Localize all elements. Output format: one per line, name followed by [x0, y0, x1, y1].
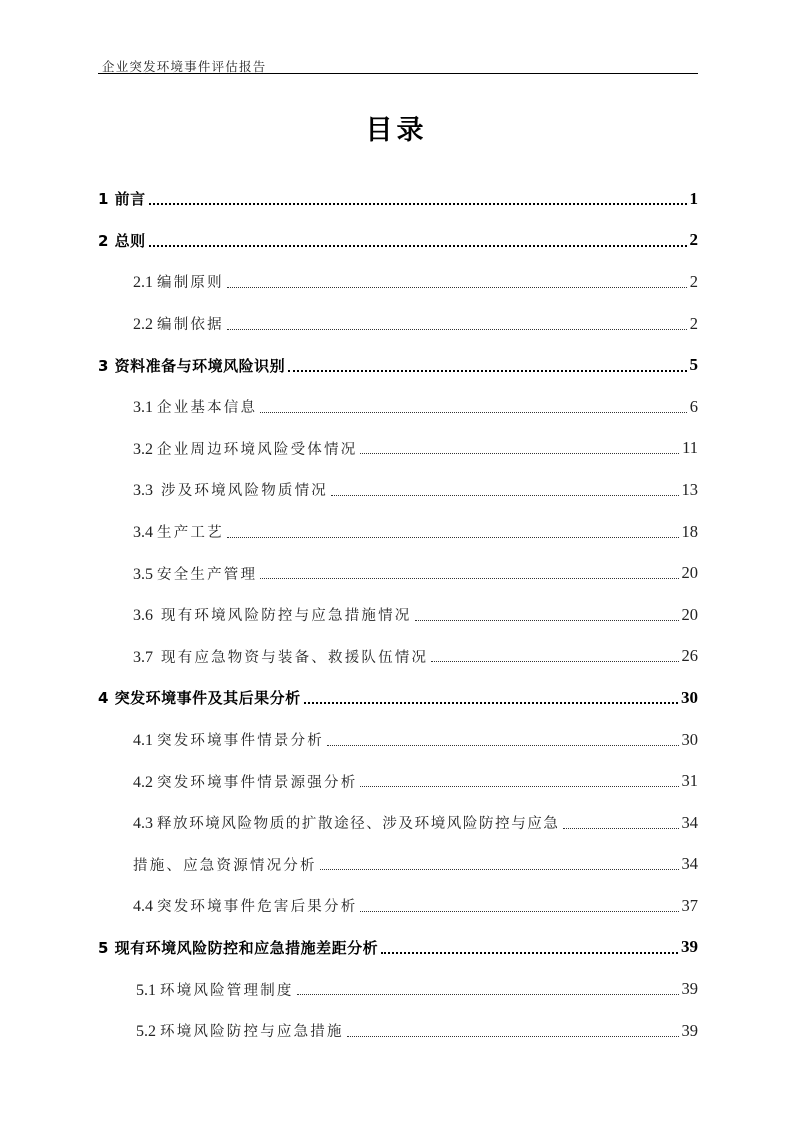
- toc-entry-page: 2: [689, 271, 698, 291]
- toc-entry-text: 资料准备与环境风险识别: [114, 356, 286, 375]
- toc-entry-number: 3.2: [133, 440, 157, 458]
- toc-entry-number: 5.1: [136, 981, 160, 999]
- dot-leader: [227, 328, 687, 330]
- toc-entry-text: 现有应急物资与装备、救援队伍情况: [161, 649, 429, 666]
- dot-leader: [347, 1035, 679, 1037]
- dot-leader: [149, 244, 687, 247]
- toc-entry-number: 3: [98, 356, 115, 375]
- dot-leader: [227, 286, 687, 288]
- toc-entry-page: 11: [682, 438, 698, 458]
- toc-entry-5[interactable]: [98, 927, 698, 969]
- toc-entry-number: 1: [98, 190, 115, 209]
- toc-entry-number: 4.3: [133, 815, 157, 833]
- toc-entry-4-3[interactable]: [98, 802, 698, 844]
- dot-leader: [360, 785, 678, 787]
- toc-entry-text: 编制原则: [157, 275, 224, 292]
- dot-leader: [297, 993, 679, 995]
- toc-entry-1[interactable]: [98, 178, 698, 220]
- toc-entry-number: 3.3: [133, 482, 161, 500]
- toc-entry-page: 39: [681, 979, 698, 999]
- dot-leader: [327, 744, 679, 746]
- dot-leader: [149, 202, 687, 205]
- toc-entry-number: 3.5: [133, 565, 157, 583]
- dot-leader: [260, 411, 687, 413]
- toc-entry-2-2[interactable]: [98, 303, 698, 345]
- toc-entry-3-5[interactable]: [98, 552, 698, 594]
- toc-entry-page: 2: [689, 313, 698, 333]
- toc-entry-text: 突发环境事件情景分析: [157, 733, 324, 750]
- toc-entry-text: 突发环境事件危害后果分析: [157, 899, 358, 916]
- toc-entry-text: 安全生产管理: [157, 566, 258, 583]
- dot-leader: [563, 827, 679, 829]
- toc-entry-number: 3.4: [133, 524, 157, 542]
- toc-entry-page: 30: [681, 729, 698, 749]
- toc-entry-page: 34: [681, 812, 698, 832]
- toc-entry-number: 3.6: [133, 607, 161, 625]
- toc-entry-page: 13: [681, 479, 698, 499]
- toc-entry-3[interactable]: [98, 344, 698, 386]
- toc-entry-text: 环境风险防控与应急措施: [160, 1024, 344, 1041]
- toc-entry-4-3-continued[interactable]: [98, 844, 698, 886]
- toc-entry-4[interactable]: [98, 677, 698, 719]
- toc-entry-5-2[interactable]: [98, 1010, 698, 1052]
- toc-entry-page: 1: [689, 188, 698, 208]
- toc-entry-3-3[interactable]: [98, 469, 698, 511]
- toc-entry-page: 2: [689, 230, 698, 250]
- toc-entry-page: 6: [689, 396, 698, 416]
- toc-entry-number: 5: [98, 938, 115, 957]
- toc-entry-5-1[interactable]: [98, 968, 698, 1010]
- toc-entry-number: 2: [98, 231, 115, 250]
- toc-entry-number: 3.7: [133, 648, 161, 666]
- toc-entry-number: 4: [98, 689, 115, 708]
- toc-entry-page: 39: [681, 937, 698, 957]
- dot-leader: [227, 536, 679, 538]
- toc-entry-page: 31: [681, 771, 698, 791]
- toc-entry-number: 4.1: [133, 732, 157, 750]
- toc-entry-text: 措施、应急资源情况分析: [133, 857, 317, 874]
- dot-leader: [320, 868, 679, 870]
- toc-entry-3-4[interactable]: [98, 511, 698, 553]
- dot-leader: [431, 660, 678, 662]
- toc-entry-3-2[interactable]: [98, 428, 698, 470]
- toc-entry-text: 生产工艺: [157, 525, 224, 542]
- toc-entry-page: 5: [689, 355, 698, 375]
- toc-entry-2[interactable]: [98, 220, 698, 262]
- toc-entry-text: 企业基本信息: [157, 400, 258, 417]
- toc-entry-2-1[interactable]: [98, 261, 698, 303]
- dot-leader: [360, 910, 678, 912]
- running-header-title: 企业突发环境事件评估报告: [102, 59, 267, 74]
- toc-title: 目录: [365, 115, 428, 146]
- dot-leader: [304, 701, 678, 704]
- dot-leader: [288, 369, 686, 372]
- toc-entry-4-2[interactable]: [98, 760, 698, 802]
- running-header: [98, 56, 698, 74]
- table-of-contents: [98, 178, 698, 1051]
- toc-entry-text: 涉及环境风险物质情况: [161, 483, 328, 500]
- toc-entry-4-4[interactable]: [98, 885, 698, 927]
- toc-entry-text: 突发环境事件情景源强分析: [157, 774, 358, 791]
- toc-entry-3-1[interactable]: [98, 386, 698, 428]
- toc-entry-page: 30: [681, 687, 698, 707]
- toc-entry-3-7[interactable]: [98, 636, 698, 678]
- toc-entry-text: 环境风险管理制度: [160, 982, 294, 999]
- toc-entry-text: 突发环境事件及其后果分析: [114, 689, 301, 708]
- toc-entry-number: 5.2: [136, 1023, 160, 1041]
- toc-entry-number: 4.2: [133, 773, 157, 791]
- dot-leader: [331, 494, 679, 496]
- toc-entry-page: 26: [681, 646, 698, 666]
- toc-entry-page: 34: [681, 854, 698, 874]
- dot-leader: [360, 452, 679, 454]
- toc-entry-page: 39: [681, 1020, 698, 1040]
- toc-entry-number: 4.4: [133, 898, 157, 916]
- dot-leader: [381, 951, 678, 954]
- dot-leader: [415, 619, 679, 621]
- toc-entry-text: 释放环境风险物质的扩散途径、涉及环境风险防控与应急: [157, 816, 560, 833]
- toc-entry-page: 18: [681, 521, 698, 541]
- toc-entry-page: 20: [681, 563, 698, 583]
- toc-entry-text: 总则: [114, 231, 146, 250]
- toc-entry-text: 企业周边环境风险受体情况: [157, 441, 358, 458]
- dot-leader: [260, 577, 678, 579]
- toc-entry-text: 现有环境风险防控与应急措施情况: [161, 608, 412, 625]
- toc-entry-page: 37: [681, 895, 698, 915]
- toc-entry-text: 前言: [114, 190, 146, 209]
- toc-entry-page: 20: [681, 604, 698, 624]
- toc-entry-text: 编制依据: [157, 317, 224, 334]
- toc-entry-3-6[interactable]: [98, 594, 698, 636]
- toc-entry-4-1[interactable]: [98, 719, 698, 761]
- toc-entry-number: 2.2: [133, 316, 157, 334]
- toc-entry-text: 现有环境风险防控和应急措施差距分析: [114, 938, 379, 957]
- toc-entry-number: 2.1: [133, 274, 157, 292]
- toc-entry-number: 3.1: [133, 399, 157, 417]
